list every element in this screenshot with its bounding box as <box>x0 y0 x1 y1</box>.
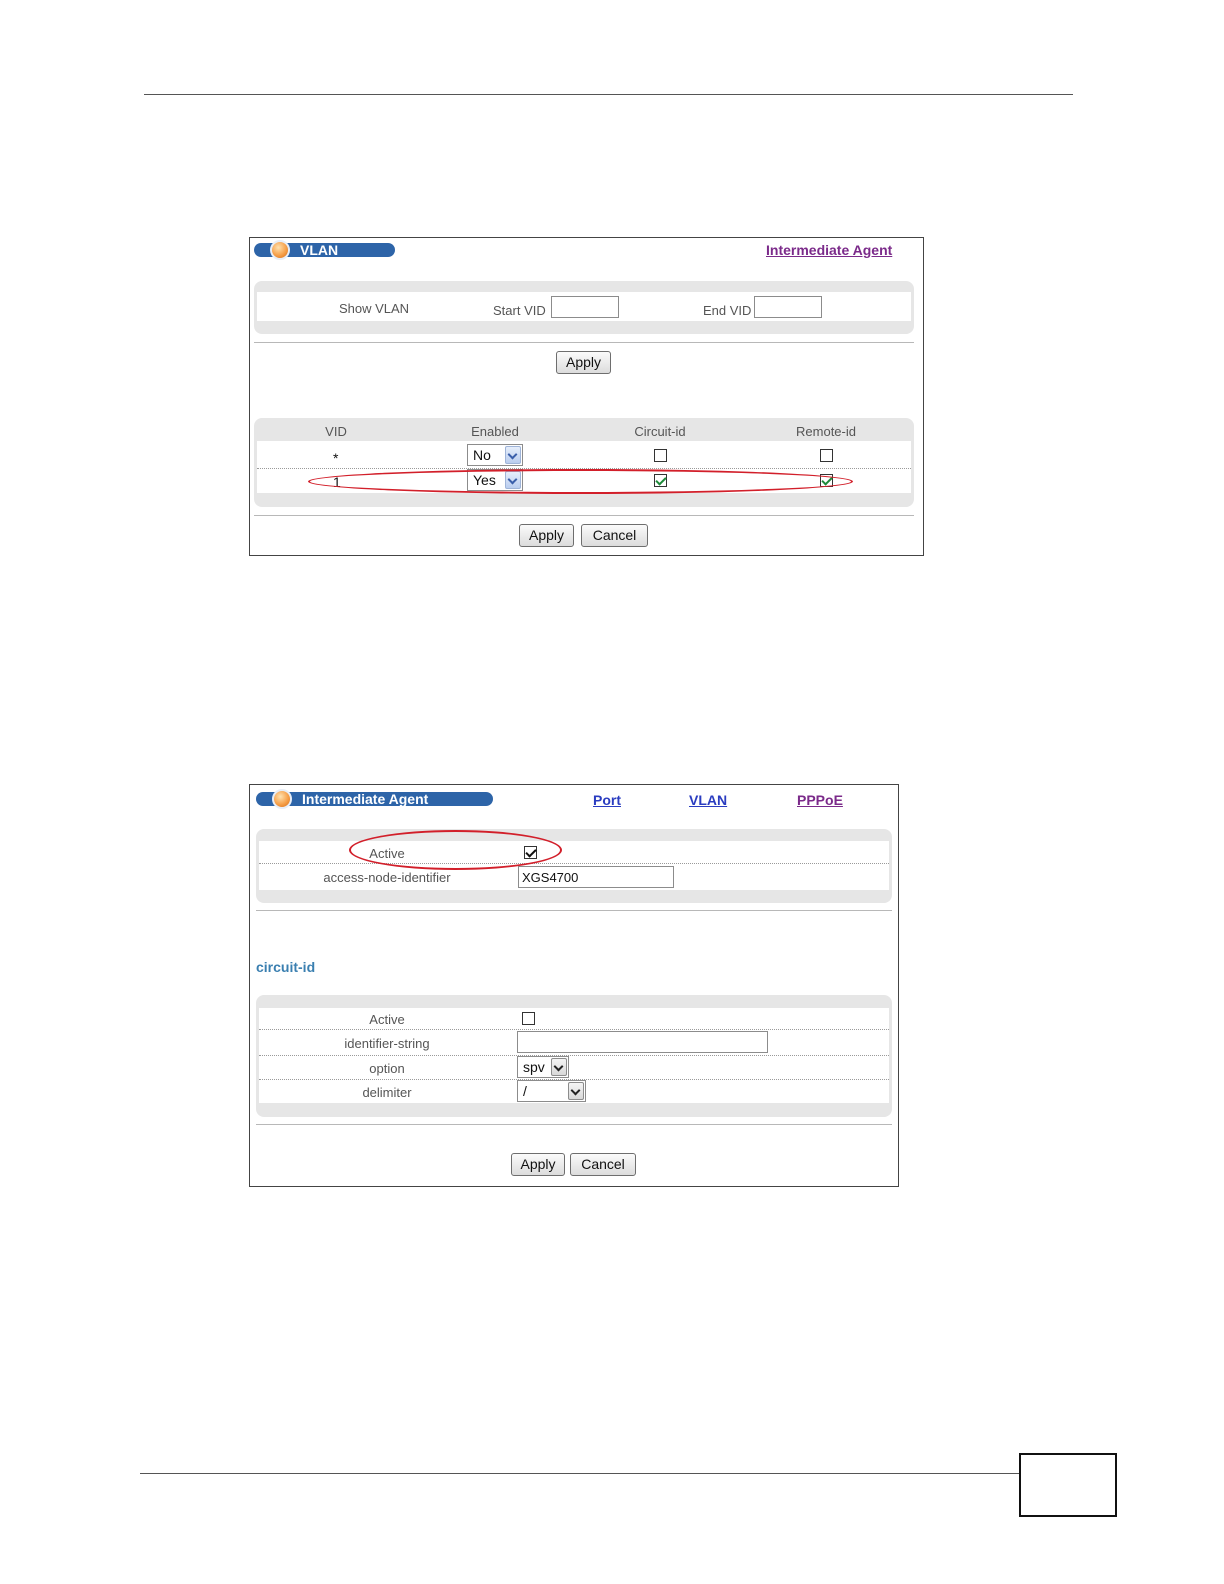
delimiter-label: delimiter <box>362 1085 412 1100</box>
access-node-identifier-input[interactable] <box>518 866 674 888</box>
divider <box>256 910 892 911</box>
show-vlan-label: Show VLAN <box>338 301 410 316</box>
agent-title: Intermediate Agent <box>302 791 429 807</box>
orb-icon <box>270 240 290 260</box>
pppoe-link[interactable]: PPPoE <box>797 792 843 808</box>
footer-rule <box>140 1473 1020 1474</box>
apply-button[interactable]: Apply <box>519 524 574 547</box>
enabled-select-value: Yes <box>473 472 496 488</box>
page-number-box <box>1019 1453 1117 1517</box>
vlan-title: VLAN <box>300 242 339 258</box>
row-divider <box>259 863 889 864</box>
access-node-identifier-label: access-node-identifier <box>323 870 451 885</box>
start-vid-input[interactable] <box>551 296 619 318</box>
chevron-down-icon <box>551 1058 567 1076</box>
end-vid-input[interactable] <box>754 296 822 318</box>
chevron-down-icon <box>505 446 521 464</box>
enabled-select-value: No <box>473 447 491 463</box>
header-rule <box>144 94 1073 95</box>
port-link[interactable]: Port <box>593 792 621 808</box>
end-vid-label: End VID <box>703 303 752 318</box>
circuit-active-label: Active <box>369 1012 405 1027</box>
circuit-id-checkbox[interactable] <box>654 449 667 462</box>
highlight-ring <box>308 469 853 494</box>
circuit-active-checkbox[interactable] <box>522 1012 535 1025</box>
intermediate-agent-screenshot <box>249 784 899 1187</box>
col-header-enabled: Enabled <box>471 424 519 439</box>
vlan-screenshot <box>249 237 924 556</box>
row-vid: * <box>333 450 339 466</box>
col-header-vid: VID <box>325 424 347 439</box>
vlan-title-bar <box>254 243 395 257</box>
delimiter-select[interactable] <box>517 1080 586 1102</box>
chevron-down-icon <box>568 1082 584 1100</box>
delimiter-select-value: / <box>523 1083 527 1099</box>
divider <box>256 1124 892 1125</box>
enabled-select[interactable] <box>467 444 523 466</box>
row-divider <box>259 1029 889 1030</box>
agent-title-bar <box>256 792 493 806</box>
col-header-circuit-id: Circuit-id <box>634 424 686 439</box>
highlight-ring <box>349 830 562 870</box>
col-header-remote-id: Remote-id <box>796 424 856 439</box>
row-vid: 1 <box>333 474 341 490</box>
active-label: Active <box>369 846 405 861</box>
orb-icon <box>272 789 292 809</box>
remote-id-checkbox[interactable] <box>820 449 833 462</box>
circuit-id-section-title: circuit-id <box>256 959 316 975</box>
start-vid-label: Start VID <box>493 303 546 318</box>
apply-button[interactable]: Apply <box>511 1153 565 1176</box>
cancel-button[interactable]: Cancel <box>581 524 648 547</box>
identifier-string-label: identifier-string <box>344 1036 430 1051</box>
identifier-string-input[interactable] <box>517 1031 768 1053</box>
divider <box>254 342 914 343</box>
divider <box>254 515 914 516</box>
row-divider <box>259 1055 889 1056</box>
intermediate-agent-link[interactable]: Intermediate Agent <box>766 242 893 258</box>
option-label: option <box>369 1061 405 1076</box>
option-select-value: spv <box>523 1059 545 1075</box>
option-select[interactable] <box>517 1056 569 1078</box>
filter-apply-button[interactable]: Apply <box>556 351 611 374</box>
vlan-link[interactable]: VLAN <box>689 792 728 808</box>
cancel-button[interactable]: Cancel <box>570 1153 636 1176</box>
